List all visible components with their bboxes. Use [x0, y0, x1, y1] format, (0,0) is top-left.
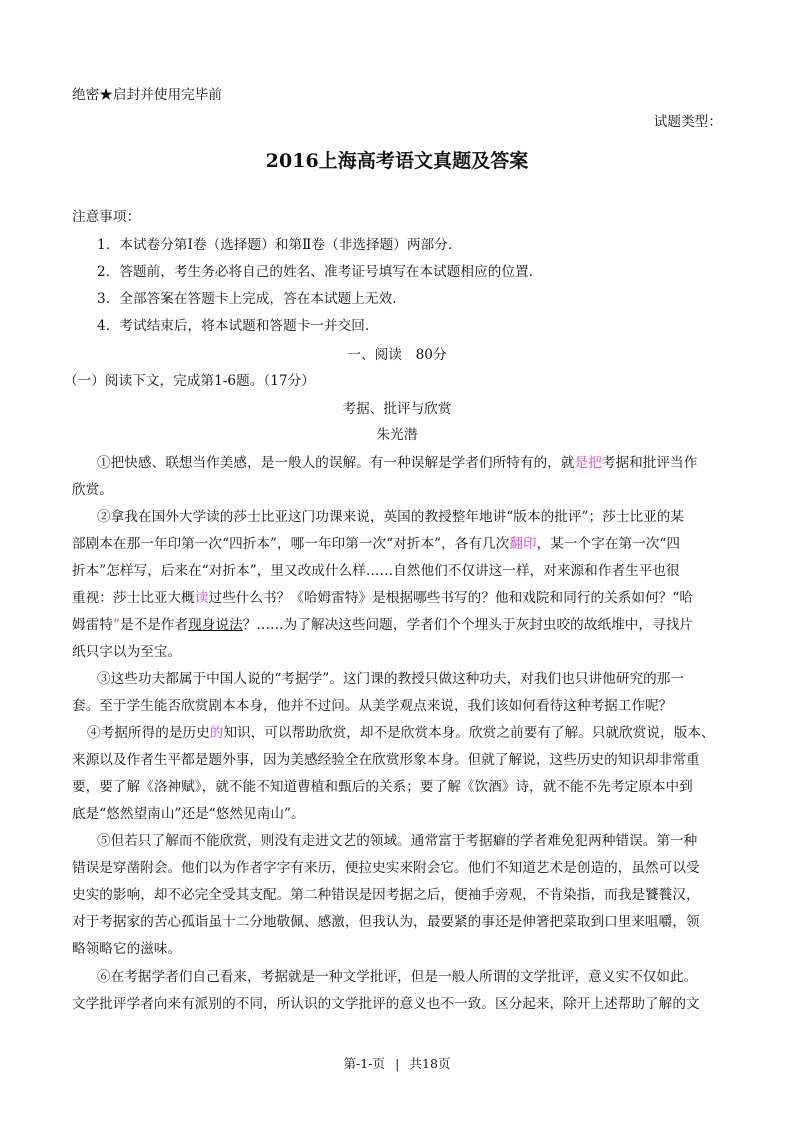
highlighted-text: 读	[194, 590, 209, 606]
page-footer	[72, 1055, 722, 1073]
question-type-label: 试题类型：	[653, 114, 722, 130]
notice-item-4: 4．考试结束后，将本试题和答题卡一并交回.	[97, 318, 370, 334]
text-run: 部剧本在那一年印第一次“四折本”，哪一年印第一次“对折本”，各有几次	[72, 536, 510, 552]
paragraph-6-line-2: 文学批评学者向来有派别的不同，所认识的文学批评的意义也不一致。区分起来，除开上述帮助了解的文	[72, 996, 700, 1012]
paragraph-2-line-4	[72, 589, 722, 607]
highlighted-text: 翻印	[509, 536, 537, 552]
notice-item-1: 1．本试卷分第Ⅰ卷（选择题）和第Ⅱ卷（非选择题）两部分.	[97, 237, 453, 253]
paragraph-4-line-1	[87, 724, 727, 742]
paragraph-1-line-2: 欣赏。	[72, 482, 113, 498]
section-heading: 一、阅读 80分	[347, 347, 447, 363]
highlighted-text: 是把	[574, 455, 602, 471]
text-run: 是不是作者	[119, 617, 189, 633]
paragraph-2-line-5	[72, 616, 722, 634]
part-instruction: （一）阅读下文，完成第1-6题。（17分）	[64, 373, 315, 389]
paragraph-2-line-6: 纸只字以为至宝。	[72, 644, 182, 660]
paragraph-6-line-1: ⑥在考据学者们自己看来，考据就是一种文学批评，但是一般人所谓的文学批评，意义实不仅如此。	[97, 969, 698, 985]
paragraph-5-line-2: 错误是穿凿附会。他们以为作者字字有来历，便拉史实来附会它。他们不知道艺术是创造的，虽然可以受	[72, 860, 700, 876]
paragraph-2-line-3: 折本”怎样写，后来在“对折本”，里又改成什么样……自然他们不仅讲这一样，对来源和作者生平也很	[72, 563, 680, 579]
text-run: 知识，可以帮助欣赏，却不是欣赏本身。欣赏之前要有了解。只就欣赏说，版本、	[223, 725, 715, 741]
paragraph-1-line-1	[97, 454, 722, 472]
paragraph-4-line-4: 底是“悠然望南山”还是“悠然见南山”。	[72, 806, 305, 822]
page-total: 共18页	[409, 1056, 451, 1071]
article-author: 朱光潜	[376, 427, 418, 443]
text-run: ，某一个字在第一次“四	[536, 536, 681, 552]
text-run: 考据和批评当作	[601, 455, 698, 471]
notice-item-2: 2．答题前，考生务必将自己的姓名、准考证号填写在本试题相应的位置.	[97, 264, 534, 280]
paragraph-2-line-2	[72, 535, 722, 553]
footer-separator: |	[395, 1056, 400, 1071]
highlighted-text: 的	[209, 725, 224, 741]
article-title: 考据、批评与欣赏	[342, 401, 452, 417]
page-title: 2016上海高考语文真题及答案	[265, 150, 529, 172]
page-number: 第-1-页	[343, 1056, 386, 1071]
text-run: 过些什么书？《哈姆雷特》是根据哪些书写的？他和戏院和同行的关系如何？“哈	[208, 590, 693, 606]
confidential-label: 绝密★启封并使用完毕前	[72, 87, 223, 103]
paragraph-5-line-4: 对于考据家的苦心孤诣虽十二分地敬佩、感激，但我认为，最要紧的事还是伸箸把菜取到口里来咀嚼，领	[72, 914, 700, 930]
paragraph-4-line-2: 来源以及作者生平都是题外事，因为美感经验全在欣赏形象本身。但就了解说，这些历史的知识却非常重	[72, 752, 700, 768]
notice-item-3: 3．全部答案在答题卡上完成，答在本试题上无效.	[97, 291, 397, 307]
paragraph-5-line-1: ⑤但若只了解而不能欣赏，则没有走进文艺的领域。通常富于考据癖的学者难免犯两种错误。第一种	[97, 833, 698, 849]
paragraph-5-line-5: 略领略它的滋味。	[72, 941, 182, 957]
text-run: ①把快感、联想当作美感，是一般人的误解。有一种误解是学者们所特有的，就	[97, 455, 575, 471]
text-run: ④考据所得的是历史	[87, 725, 210, 741]
text-run: 重视：莎士比亚大概	[72, 590, 195, 606]
highlighted-text: ”	[112, 617, 120, 633]
text-run: 姆雷特	[72, 617, 113, 633]
paragraph-5-line-3: 史实的影响，却不必完全受其支配。第二种错误是因考据之后，便袖手旁观，不肯染指，而我是饕餮汉，	[72, 887, 700, 903]
notice-heading: 注意事项：	[72, 209, 141, 225]
paragraph-3-line-1: ③这些功夫都属于中国人说的“考据学”。这门课的教授只做这种功夫，对我们也只讲他研究的那一	[97, 671, 685, 687]
paragraph-2-line-1: ②拿我在国外大学读的莎士比亚这门功课来说，英国的教授整年地讲“版本的批评”；莎士比亚的某	[97, 509, 685, 525]
text-run: ？……为了解决这些问题，学者们个个埋头于灰封虫咬的故纸堆中，寻找片	[242, 617, 693, 633]
paragraph-3-line-2: 套。至于学生能否欣赏剧本本身，他并不过问。从美学观点来说，我们该如何看待这种考据工作呢？	[72, 698, 673, 714]
underlined-text: 现身说法	[188, 617, 243, 633]
paragraph-4-line-3: 要，要了解《洛神赋》，就不能不知道曹植和甄后的关系；要了解《饮酒》诗，就不能不先考定原本中到	[72, 779, 693, 795]
